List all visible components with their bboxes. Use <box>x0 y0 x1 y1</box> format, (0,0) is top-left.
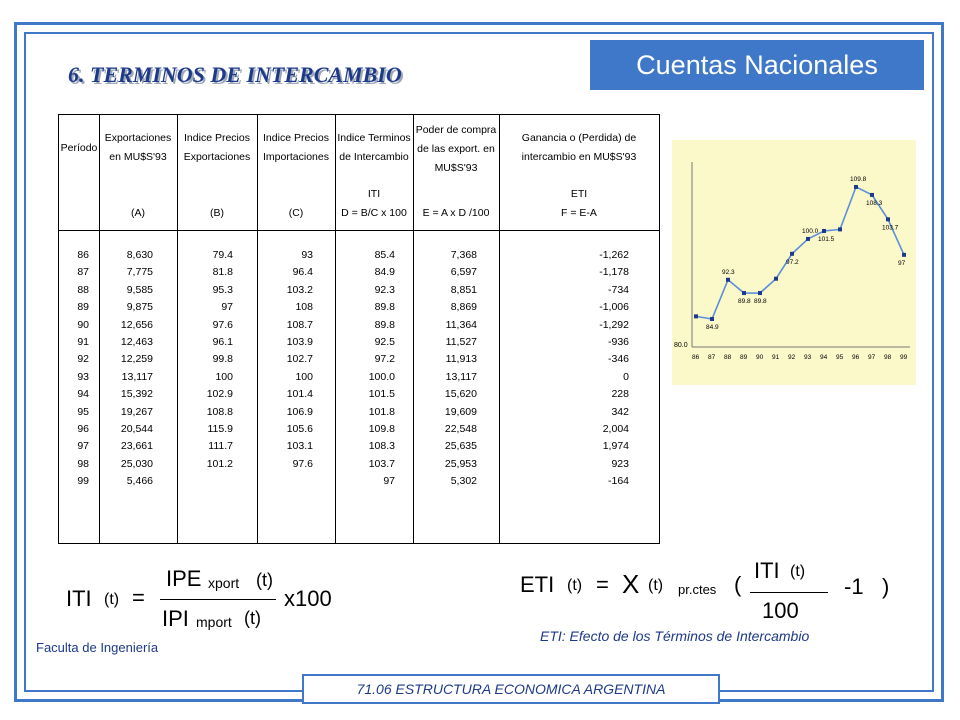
chart-point <box>742 291 746 295</box>
table-cell: 91 <box>77 336 89 348</box>
chart-x-tick-label: 86 <box>692 354 700 361</box>
section-title: 6. TERMINOS DE INTERCAMBIO <box>68 62 402 87</box>
ipi-t: (t) <box>244 608 261 628</box>
table-cell: 86 <box>77 249 89 261</box>
eti-t: (t) <box>567 577 583 594</box>
table-header-cell: en MU$S'93 <box>109 151 167 163</box>
table-cell: 12,463 <box>120 336 153 348</box>
table-cell: -1,178 <box>599 266 629 279</box>
table-cell: 103.2 <box>286 283 313 296</box>
table-cell: 8,630 <box>126 249 153 261</box>
table-cell: 84.9 <box>374 266 395 279</box>
chart-point <box>902 253 906 257</box>
paren-close: ) <box>882 574 890 599</box>
chart-x-tick-label: 96 <box>852 354 860 361</box>
x-t: (t) <box>648 577 664 594</box>
table-cell: 97 <box>383 475 395 488</box>
table-cell: 19,609 <box>444 405 477 418</box>
chart-point-label: 84.9 <box>706 324 719 332</box>
table-cell: 11,527 <box>445 336 477 348</box>
chart-x-tick-label: 95 <box>836 354 844 361</box>
table-cell: 92.3 <box>374 283 395 296</box>
chart-point <box>870 193 874 197</box>
table-cell: 7,775 <box>126 266 153 279</box>
table-cell: 106.9 <box>286 405 313 418</box>
chart-point <box>710 317 714 321</box>
chart-point <box>854 185 858 189</box>
table-cell: 25,635 <box>444 440 477 453</box>
table-cell: 25,030 <box>120 457 153 470</box>
table-cell: 108 <box>295 301 313 314</box>
chart-point-label: 101.5 <box>818 235 835 243</box>
table-cell: -1,006 <box>599 301 629 314</box>
table-cell: 87 <box>77 266 89 279</box>
chart-x-tick-label: 98 <box>884 354 892 361</box>
table-cell: 111.7 <box>208 440 233 453</box>
table-header-cell: Exportaciones <box>104 132 172 144</box>
chart-point <box>774 277 778 281</box>
eti-equals: = <box>596 572 609 597</box>
chart-x-tick-label: 97 <box>868 354 876 361</box>
table-cell: 9,875 <box>126 301 153 314</box>
table-cell: 100 <box>215 370 233 383</box>
table-cell: 101.4 <box>286 388 313 401</box>
table-cell: -734 <box>607 283 629 296</box>
table-cell: 25,953 <box>444 457 477 470</box>
chart-x-tick-label: 92 <box>788 354 796 361</box>
table-header-cell: de Intercambio <box>339 151 409 163</box>
table-header-divider <box>59 230 659 231</box>
table-cell: 96.1 <box>212 336 233 348</box>
minus-one: -1 <box>844 574 864 599</box>
chart-x-tick-label: 89 <box>740 354 748 361</box>
table-cell: 108.7 <box>286 318 313 331</box>
iti-chart-svg <box>672 140 916 385</box>
table-cell: 7,368 <box>450 249 477 261</box>
table-cell: 96 <box>77 423 89 435</box>
table-cell: 108.3 <box>368 440 395 453</box>
table-cell: 108.8 <box>206 405 233 418</box>
iti-label: ITI <box>66 586 92 611</box>
table-cell: 12,259 <box>120 353 153 366</box>
table-header-cell: intercambio en MU$S'93 <box>521 151 637 163</box>
eti-note: ETI: Efecto de los Términos de Intercambio <box>540 628 810 644</box>
table-header-cell: Ganancia o (Perdida) de <box>521 132 637 144</box>
table-cell: 22,548 <box>444 423 477 435</box>
chart-point-label: 108.3 <box>866 199 883 207</box>
table-cell: 95.3 <box>212 283 233 296</box>
table-cell: 100 <box>295 370 313 383</box>
eti-label: ETI <box>520 572 555 597</box>
table-cell: -936 <box>607 336 629 348</box>
table-cell: 93 <box>301 249 313 261</box>
table-header-cell: Indice Precios <box>263 132 329 144</box>
faculty-label: Faculta de Ingeniería <box>36 640 159 655</box>
chart-point <box>838 227 842 231</box>
table-cell: 8,869 <box>450 301 477 314</box>
x100-label: x100 <box>284 586 332 611</box>
table-subheader-cell: (C) <box>288 207 304 219</box>
table-header-cell: Exportaciones <box>183 151 251 163</box>
table-cell: 102.7 <box>286 353 313 366</box>
table-cell: 95 <box>77 405 89 418</box>
iti-chart <box>672 140 916 385</box>
iti-equals: = <box>132 585 145 610</box>
chart-point-label: 89.8 <box>738 298 751 306</box>
table-cell: 8,851 <box>450 283 477 296</box>
table-cell: 101.8 <box>368 405 395 418</box>
table-cell: 101.5 <box>368 388 395 401</box>
chart-x-tick-label: 94 <box>820 354 828 361</box>
table-cell: 342 <box>611 405 629 418</box>
table-cell: 97.6 <box>292 457 313 470</box>
table-cell: 92.5 <box>374 336 395 348</box>
table-cell: 105.6 <box>286 423 313 435</box>
table-cell: 13,117 <box>445 370 477 383</box>
header-title: Cuentas Nacionales <box>590 40 924 90</box>
table-cell: 103.1 <box>286 440 313 453</box>
chart-point-label: 109.8 <box>850 175 867 183</box>
table-header-cell: Importaciones <box>263 151 329 163</box>
table-cell: 101.2 <box>206 457 233 470</box>
table-cell: 109.8 <box>368 423 395 435</box>
table-cell: 97 <box>221 301 233 314</box>
table-header-cell: Período <box>60 142 98 154</box>
table-cell: 23,661 <box>120 440 153 453</box>
chart-point <box>790 252 794 256</box>
chart-point <box>694 314 698 318</box>
ipe-t: (t) <box>256 570 273 590</box>
table-cell: 13,117 <box>121 370 153 383</box>
table-cell: -1,262 <box>599 249 629 261</box>
table-subheader-cell: (A) <box>131 207 145 219</box>
table-cell: 15,620 <box>444 388 477 401</box>
table-cell: 9,585 <box>126 283 153 296</box>
chart-x-tick-label: 87 <box>708 354 716 361</box>
chart-point-label: 92.3 <box>722 268 735 276</box>
table-cell: 0 <box>623 370 629 383</box>
table-cell: 20,544 <box>120 423 153 435</box>
x-label: X <box>622 569 640 599</box>
table-header-cell: Indice Terminos <box>337 132 411 144</box>
chart-point <box>886 217 890 221</box>
table-cell: 103.9 <box>286 336 313 348</box>
chart-point-label: 100.0 <box>802 227 819 235</box>
chart-x-tick-label: 99 <box>900 354 908 361</box>
table-cell: 12,656 <box>120 318 153 331</box>
table-cell: 103.7 <box>368 457 395 470</box>
chart-point <box>806 237 810 241</box>
table-cell: 102.9 <box>206 388 233 401</box>
chart-x-tick-label: 88 <box>724 354 732 361</box>
table-cell: 1,974 <box>602 440 629 453</box>
ipi-sub: mport <box>196 614 232 630</box>
table-subheader-cell: ETI <box>570 188 588 200</box>
ipe-sub: xport <box>208 575 240 591</box>
iti-t: (t) <box>104 591 120 608</box>
table-subheader-cell: D = B/C x 100 <box>341 207 407 219</box>
x-sub: pr.ctes <box>678 582 717 597</box>
table-cell: 6,597 <box>450 266 477 279</box>
chart-point <box>822 229 826 233</box>
chart-x-tick-label: 90 <box>756 354 764 361</box>
iti-numerator: ITI <box>754 558 780 583</box>
table-header-cell: Indice Precios <box>184 132 250 144</box>
chart-y-tick-label: 80.0 <box>674 342 688 349</box>
table-subheader-cell: E = A x D /100 <box>422 207 490 219</box>
table-cell: 97 <box>77 440 89 453</box>
table-subheader-cell: F = E-A <box>561 207 597 219</box>
table-cell: 90 <box>77 318 89 331</box>
paren-open: ( <box>734 572 742 597</box>
table-header-cell: MU$S'93 <box>434 162 478 174</box>
table-cell: 100.0 <box>368 370 395 383</box>
table-cell: 11,913 <box>445 353 477 366</box>
course-label: 71.06 ESTRUCTURA ECONOMICA ARGENTINA <box>302 674 720 704</box>
chart-point-label: 103.7 <box>882 224 899 232</box>
table-subheader-cell: ITI <box>367 188 381 200</box>
table-cell: 89.8 <box>374 318 395 331</box>
table-cell: 93 <box>77 370 89 383</box>
table-cell: 5,466 <box>126 475 153 488</box>
iti-fraction-line <box>160 599 276 600</box>
table-cell: 89.8 <box>374 301 395 314</box>
iti-numerator-t: (t) <box>790 563 806 580</box>
eti-fraction-line <box>750 592 828 593</box>
table-cell: 5,302 <box>450 475 477 488</box>
table-cell: 11,364 <box>445 318 477 331</box>
table-cell: 97.2 <box>374 353 395 366</box>
table-cell: 2,004 <box>602 423 629 435</box>
table-cell: 88 <box>77 283 89 296</box>
table-cell: 97.6 <box>212 318 233 331</box>
table-cell: 98 <box>77 457 89 470</box>
table-header-cell: de las export. en <box>417 143 495 155</box>
table-cell: 99 <box>77 475 89 488</box>
table-cell: 228 <box>611 388 629 401</box>
table-header-cell: Poder de compra <box>415 124 497 136</box>
chart-x-tick-label: 91 <box>772 354 780 361</box>
chart-point-label: 97 <box>898 259 906 267</box>
table-cell: 96.4 <box>292 266 313 279</box>
table-subheader-cell: (B) <box>210 207 224 219</box>
trade-terms-table <box>58 114 660 544</box>
table-cell: 85.4 <box>374 249 395 261</box>
chart-point-label: 97.2 <box>786 258 799 266</box>
table-cell: 79.4 <box>212 249 233 261</box>
table-cell: 19,267 <box>120 405 153 418</box>
chart-x-tick-label: 93 <box>804 354 812 361</box>
den-100: 100 <box>762 598 799 623</box>
ipi-label: IPI <box>162 606 189 631</box>
table-cell: 15,392 <box>120 388 153 401</box>
table-cell: -164 <box>607 475 629 488</box>
table-cell: 92 <box>77 353 89 366</box>
table-cell: 89 <box>77 301 89 314</box>
table-cell: 81.8 <box>212 266 233 279</box>
chart-point <box>726 278 730 282</box>
table-cell: -346 <box>607 353 629 366</box>
table-cell: 923 <box>611 457 629 470</box>
chart-point <box>758 291 762 295</box>
chart-point-label: 89.8 <box>754 298 767 306</box>
table-cell: -1,292 <box>599 318 629 331</box>
table-cell: 115.9 <box>207 423 233 435</box>
table-cell: 99.8 <box>212 353 233 366</box>
table-cell: 94 <box>77 388 89 401</box>
ipe-label: IPE <box>166 566 202 591</box>
